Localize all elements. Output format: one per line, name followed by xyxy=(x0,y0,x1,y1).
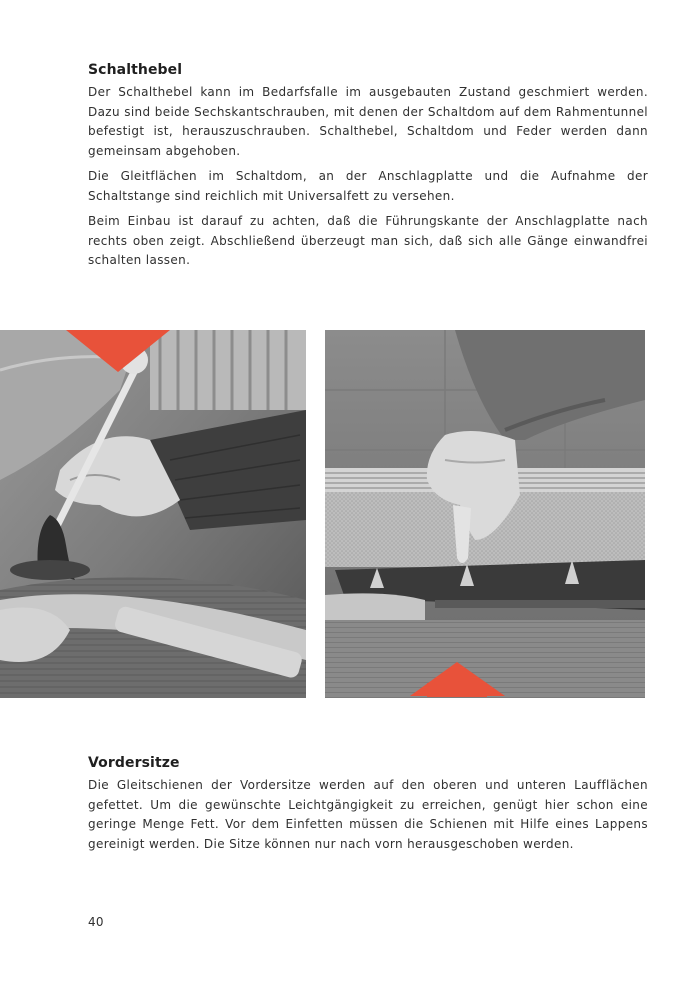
section-vordersitze xyxy=(88,755,648,860)
photo-gear-lever xyxy=(0,330,306,698)
paragraph: Der Schalthebel kann im Bedarfsfalle im ausgebauten Zustand geschmiert werden. Dazu sind beide Sechskantschrauben, mit denen der Schaltdom auf dem Rahmentunnel befestigt ist, herauszuschrauben. Schalthebel, Schaltdom und Feder werden dann gemeinsam abgehoben. xyxy=(88,85,648,158)
page-number: 40 xyxy=(88,915,104,929)
section-schalthebel xyxy=(88,62,648,277)
photo-seat-rail xyxy=(325,330,645,698)
seat-rail-illustration xyxy=(325,330,645,698)
section-title: Vordersitze xyxy=(88,755,180,771)
paragraph: Die Gleitflächen im Schaltdom, an der Anschlagplatte und die Aufnahme der Schaltstange sind reichlich mit Universalfett zu versehen. xyxy=(88,169,648,203)
paragraph: Beim Einbau ist darauf zu achten, daß die Führungskante der Anschlagplatte nach rechts oben zeigt. Abschließend überzeugt man sich, daß sich alle Gänge einwandfrei schalten lassen. xyxy=(88,214,648,267)
section-title: Schalthebel xyxy=(88,62,183,78)
paragraph: Die Gleitschienen der Vordersitze werden auf den oberen und unteren Laufflächen gefettet. Um die gewünschte Leichtgängigkeit zu erreichen, genügt hier schon eine geringe Menge Fett. Vor dem Einfetten müssen die Schienen mit Hilfe eines Lappens gereinigt werden. Die Sitze können nur nach vorn herausgeschoben werden. xyxy=(88,778,648,851)
gear-lever-illustration xyxy=(0,330,306,698)
